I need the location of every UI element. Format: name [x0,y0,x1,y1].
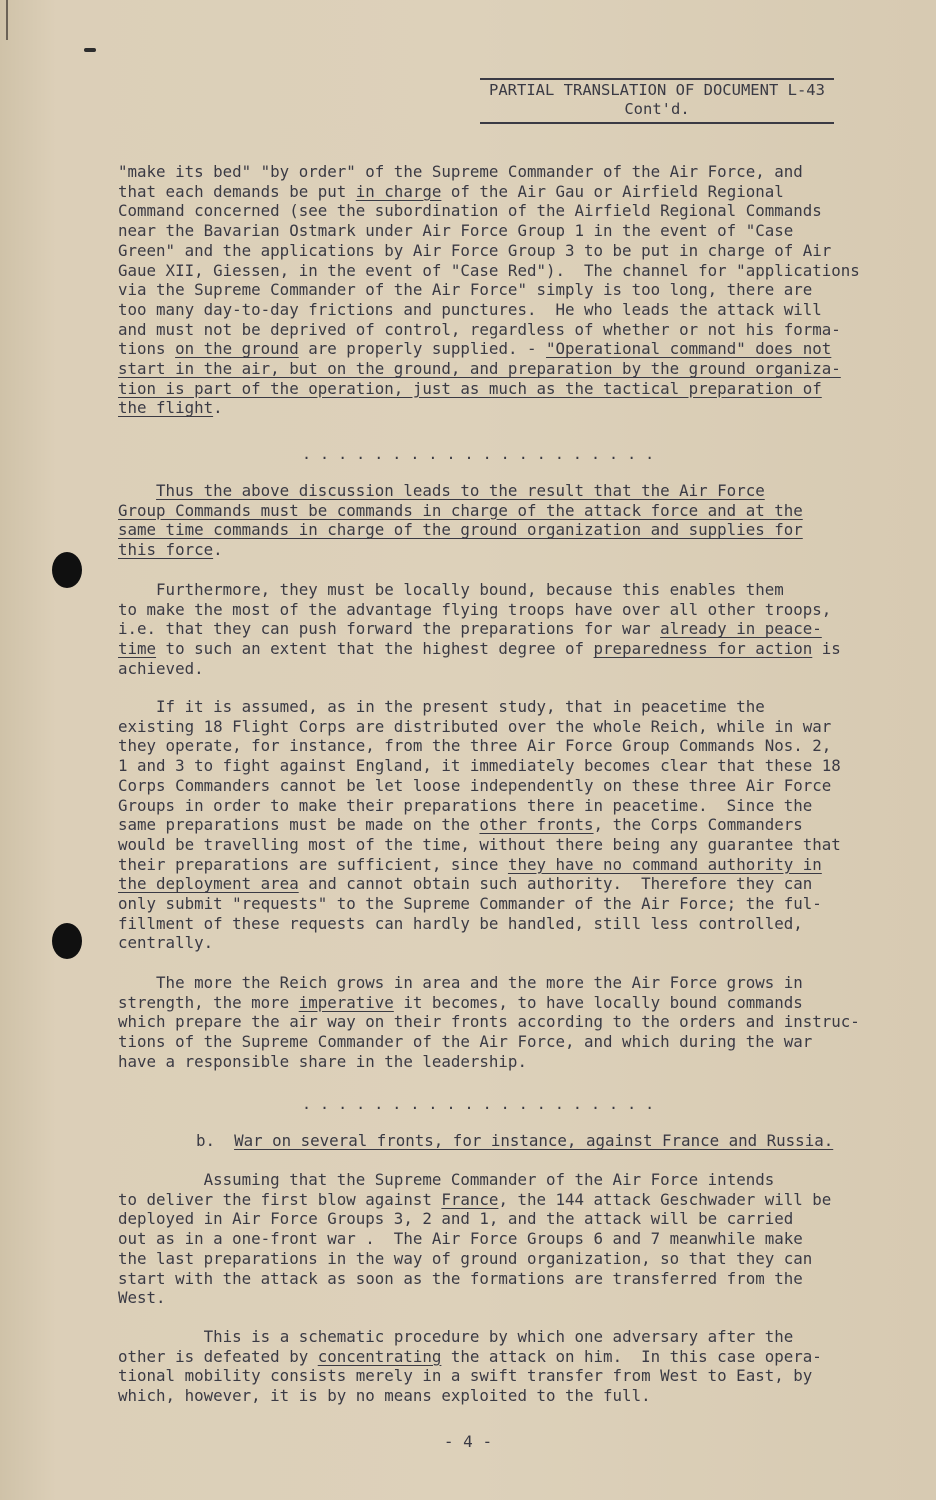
text-line: which prepare the air way on their fronts according to the orders and instruc- [118,1012,860,1032]
text-line: existing 18 Flight Corps are distributed over the whole Reich, while in war [118,716,832,736]
text-line: The more the Reich grows in area and the more the Air Force grows in [156,973,803,992]
text-line: This is a schematic procedure by which one adversary after the [203,1327,794,1346]
text-line: only submit "requests" to the Supreme Commander of the Air Force; the ful- [118,894,822,914]
text-line: . [213,540,223,560]
text-line: start with the attack as soon as the formations are transferred from the [118,1268,803,1288]
text-line: of the Air Gau or Airfield Regional [441,181,784,201]
text-line: are properly supplied. - [298,339,546,359]
text-line: 1 and 3 to fight against England, it immediately becomes clear that these 18 [118,756,841,776]
underlined-text: in charge [355,181,442,201]
text-line: Corps Commanders cannot be let loose independently on these three Air Force [118,775,832,795]
text-line: Assuming that the Supreme Commander of the Air Force intends [203,1170,775,1189]
paragraph-4 [118,697,878,953]
underlined-text: tion is part of the operation, just as much as the tactical preparation of [118,378,822,398]
text-line: that each demands be put [118,181,356,201]
text-line: and must not be deprived of control, regardless of whether or not his forma- [118,319,841,339]
dotted-separator: . . . . . . . . . . . . . . . . . . . . [302,445,655,463]
paragraph-3 [118,580,878,679]
section-letter: b. [196,1131,216,1150]
text-line: i.e. that they can push forward the preparations for war [118,619,661,639]
text-line: Gaue XII, Giessen, in the event of "Case Red"). The channel for "applications [118,260,860,280]
text-line: fillment of these requests can hardly be handled, still less controlled, [118,913,803,933]
ink-mark [84,48,96,52]
text-line: and cannot obtain such authority. Therefore they can [298,874,813,894]
text-line: near the Bavarian Ostmark under Air Force Group 1 in the event of "Case [118,221,794,241]
text-line: centrally. [118,933,214,953]
text-line: they operate, for instance, from the three Air Force Group Commands Nos. 2, [118,736,832,756]
page-edge-mark [6,0,8,40]
text-line: would be travelling most of the time, without there being any guarantee that [118,834,841,854]
text-line: out as in a one-front war . The Air Force Groups 6 and 7 meanwhile make [118,1229,803,1249]
punch-hole-icon [52,552,82,588]
dotted-separator: . . . . . . . . . . . . . . . . . . . . [302,1095,655,1113]
text-line: to make the most of the advantage flying troops have over all other troops, [118,599,832,619]
text-line: tions of the Supreme Commander of the Air Force, and which during the war [118,1032,813,1052]
paragraph-6 [118,1170,878,1308]
text-line: too many day-to-day frictions and punctures. He who leads the attack will [118,299,822,319]
punch-hole-icon [52,923,82,959]
underlined-text: the flight [118,398,214,418]
section-subheading [196,1131,833,1150]
text-line: the attack on him. In this case opera- [441,1346,822,1366]
underlined-text: the deployment area [118,874,299,894]
underlined-text: they have no command authority in [507,854,822,874]
underlined-text: Group Commands must be commands in charge of the attack force and at the [118,500,803,520]
page-number: - 4 - [443,1432,493,1451]
text-line: Command concerned (see the subordination of the Airfield Regional Commands [118,201,822,221]
underlined-text: on the ground [175,339,299,359]
text-line: Green" and the applications by Air Force Group 3 to be put in charge of Air [118,240,832,260]
paragraph-2 [118,481,878,560]
text-line: to deliver the first blow against [118,1189,442,1209]
document-title: PARTIAL TRANSLATION OF DOCUMENT L-43 [489,81,825,99]
underlined-text: already in peace- [660,619,822,639]
paragraph-7 [118,1327,878,1406]
text-line: which, however, it is by no means exploited to the full. [118,1386,651,1406]
text-line: via the Supreme Commander of the Air Force" simply is too long, there are [118,280,813,300]
text-line: . [213,398,223,418]
text-line: strength, the more [118,992,299,1012]
paragraph-1 [118,162,878,418]
underlined-text: start in the air, but on the ground, and preparation by the ground organiza- [118,359,841,379]
underlined-text: this force [118,540,214,560]
text-line: achieved. [118,658,204,678]
underlined-text: time [118,639,157,659]
text-line: other is defeated by [118,1346,318,1366]
section-title: War on several fronts, for instance, against France and Russia. [234,1131,834,1150]
underlined-text: concentrating [317,1346,442,1366]
underlined-text: imperative [298,992,394,1012]
text-line: , the Corps Commanders [593,815,803,835]
text-line: is [812,639,841,659]
text-line: their preparations are sufficient, since [118,854,508,874]
text-line: West. [118,1288,166,1308]
text-line: Furthermore, they must be locally bound, because this enables them [156,580,784,599]
text-line: tions [118,339,176,359]
document-header [480,78,834,124]
paragraph-5 [118,973,878,1072]
underlined-text: Thus the above discussion leads to the result that the Air Force [156,481,765,500]
text-line: Groups in order to make their preparations there in peacetime. Since the [118,795,813,815]
text-line: "make its bed" "by order" of the Supreme Commander of the Air Force, and [118,162,803,181]
document-subtitle: Cont'd. [624,100,690,118]
text-line: tional mobility consists merely in a swift transfer from West to East, by [118,1366,813,1386]
underlined-text: France [441,1189,499,1209]
underlined-text: "Operational command" does not [546,339,832,359]
text-line: it becomes, to have locally bound commands [393,992,803,1012]
text-line: If it is assumed, as in the present study, that in peacetime the [156,697,765,716]
text-line: same preparations must be made on the [118,815,480,835]
text-line: deployed in Air Force Groups 3, 2 and 1, and the attack will be carried [118,1209,794,1229]
underlined-text: same time commands in charge of the ground organization and supplies for [118,520,803,540]
text-line: have a responsible share in the leadership. [118,1051,527,1071]
text-line: , the 144 attack Geschwader will be [498,1189,832,1209]
underlined-text: other fronts [479,815,594,835]
text-line: the last preparations in the way of ground organization, so that they can [118,1248,813,1268]
underlined-text: preparedness for action [593,639,813,659]
text-line: to such an extent that the highest degree of [156,639,594,659]
